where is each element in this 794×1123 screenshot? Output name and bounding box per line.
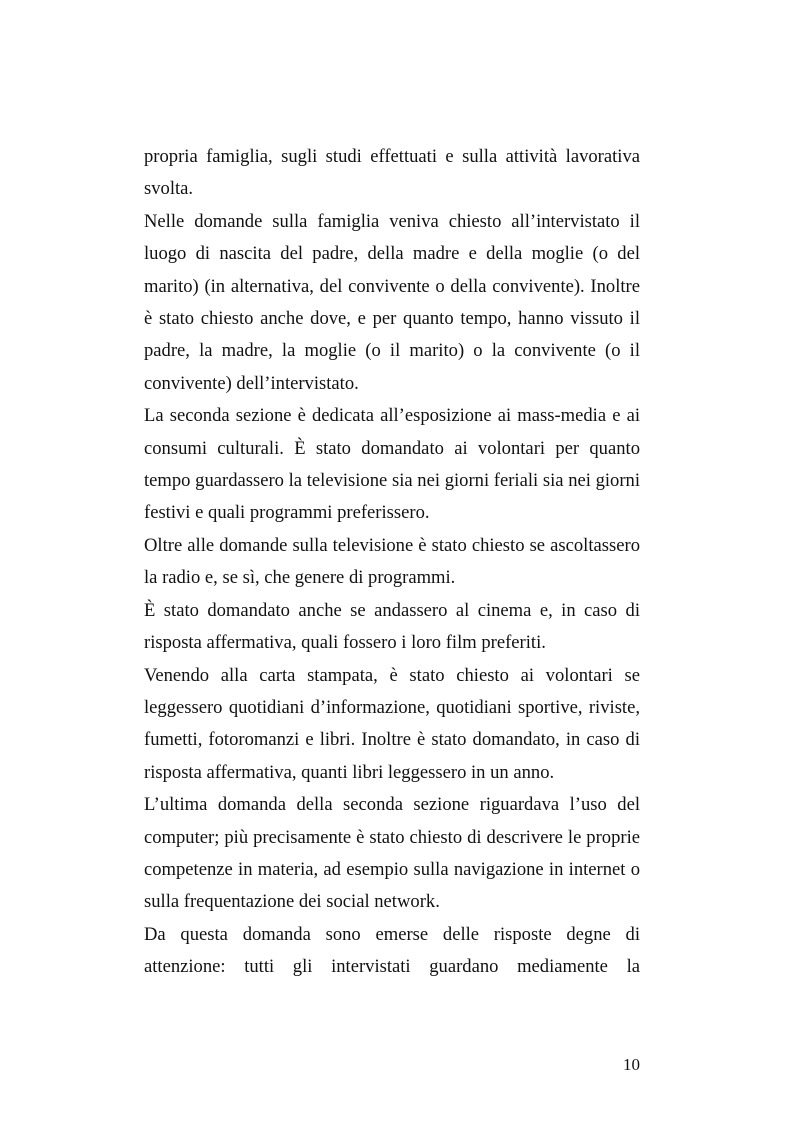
paragraph-second-section: La seconda sezione è dedicata all’esposizione ai mass-media e ai consumi culturali. È stato domandato ai volontari per quanto tempo guardassero la televisione sia nei giorni feriali sia nei giorni festivi e quali programmi preferissero. [144, 405, 640, 524]
paragraph-cinema: È stato domandato anche se andassero al cinema e, in caso di risposta affermativa, quali fossero i loro film preferiti. [144, 599, 640, 654]
page-number: 10 [623, 1055, 640, 1074]
body-text [144, 141, 640, 984]
paragraph-responses: Da questa domanda sono emerse delle risposte degne di attenzione: tutti gli intervistati guardano mediamente la [144, 923, 640, 978]
paragraph-computer: L’ultima domanda della seconda sezione riguardava l’uso del computer; più precisamente è stato chiesto di descrivere le proprie competenze in materia, ad esempio sulla navigazione in internet o sulla frequentazione dei social network. [144, 794, 640, 913]
paragraph-radio: Oltre alle domande sulla televisione è stato chiesto se ascoltassero la radio e, se sì, che genere di programmi. [144, 534, 640, 589]
paragraph-print-media: Venendo alla carta stampata, è stato chiesto ai volontari se leggessero quotidiani d’informazione, quotidiani sportive, riviste, fumetti, fotoromanzi e libri. Inoltre è stato domandato, in caso di risposta affermativa, quanti libri leggessero in un anno. [144, 664, 640, 783]
paragraph-family-continuation: propria famiglia, sugli studi effettuati e sulla attività lavorativa svolta. [144, 146, 640, 200]
paragraph-family-questions: Nelle domande sulla famiglia veniva chiesto all’intervistato il luogo di nascita del padre, della madre e della moglie (o del marito) (in alternativa, del convivente o della convivente). Inoltre è stato chiesto anche dove, e per quanto tempo, hanno vissuto il padre, la madre, la moglie (o il marito) o la convivente (o il convivente) dell’intervistato. [144, 210, 640, 394]
